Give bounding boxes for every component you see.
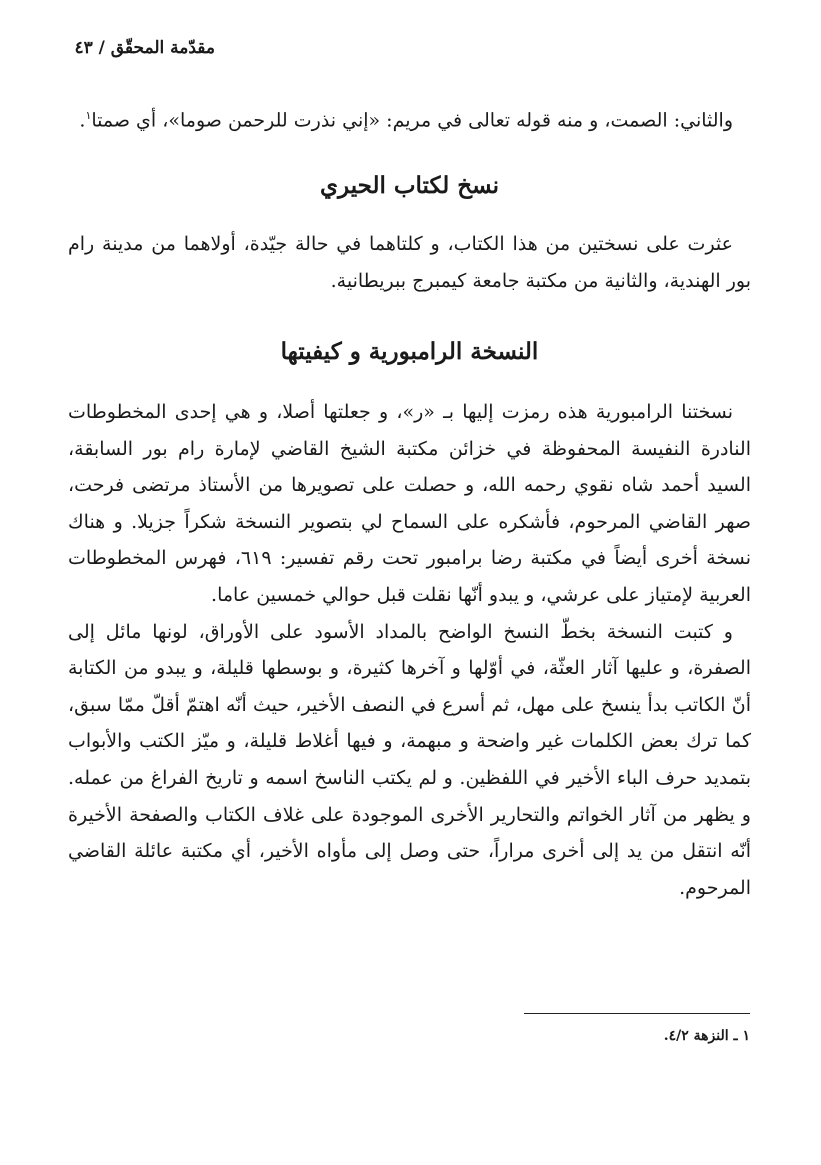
paragraph: و كتبت النسخة بخطّ النسخ الواضح بالمداد الأسود على الأوراق، لونها مائل إلى الصفرة، و عليها آثار العثّة، في أوّلها و آخرها كثيرة، و بوسطها قليلة، و يبدو من الكتابة أنّ الكاتب بدأ ينسخ على مهل، ثم أسرع في النصف الأخير، حيث أنّه اهتمّ أقلّ ممّا سبق، كما ترك بعض الكلمات غير واضحة و مبهمة، و فيها أغلاط قليلة، و ميّز الكتب والأبواب بتمديد حرف الباء الأخير في اللفظين. و لم يكتب الناسخ اسمه و تاريخ الفراغ من عمله. و يظهر من آثار الخواتم والتحارير الأخرى الموجودة على غلاف الكتاب والصفحة الأخيرة أنّه انتقل من يد إلى أخرى مراراً، حتى وصل إلى مأواه الأخير، أي مكتبة عائلة القاضي المرحوم.	[68, 620, 751, 899]
intro-line: والثاني: الصمت، و منه قوله تعالى في مريم: «إني نذرت للرحمن صوما»، أي صمتا$^١$.	[79, 109, 733, 132]
section-copies-body	[68, 226, 751, 299]
section-rampur-body	[68, 394, 751, 906]
section-heading-copies: نسخ لكتاب الحيري	[320, 172, 499, 199]
footnote-marker[interactable]: ١	[85, 109, 92, 122]
paragraph: عثرت على نسختين من هذا الكتاب، و كلتاهما في حالة جيّدة، أولاهما من مدينة رام بور الهندية، والثانية من مكتبة جامعة كيمبرج ببريطانية.	[68, 233, 751, 292]
running-header: مقدّمة المحقّق / ٤٣	[74, 38, 215, 58]
intro-line-text: والثاني: الصمت، و منه قوله تعالى في مريم: «إني نذرت للرحمن صوما»، أي صمتا	[91, 109, 733, 132]
footnote: ١ ـ النزهة ٤/٢.	[663, 1028, 750, 1044]
section-heading-rampur: النسخة الرامبورية و كيفيتها	[280, 338, 539, 365]
footnote-divider	[524, 1013, 750, 1014]
paragraph: نسختنا الرامبورية هذه رمزت إليها بـ «ر»، و جعلتها أصلا، و هي إحدى المخطوطات النادرة النفيسة المحفوظة في خزائن مكتبة الشيخ القاضي لإمارة رام بور السابقة، السيد أحمد شاه نقوي رحمه الله، و حصلت على تصويرها من الأستاذ مرتضى فرحت، صهر القاضي المرحوم، فأشكره على السماح لي بتصوير النسخة شكراً جزيلا. و هناك نسخة أخرى أيضاً في مكتبة رضا برامبور تحت رقم تفسير: ٦١٩، فهرس المخطوطات العربية لإمتياز على عرشي، و يبدو أنّها نقلت قبل حوالي خمسين عاما.	[68, 401, 751, 606]
